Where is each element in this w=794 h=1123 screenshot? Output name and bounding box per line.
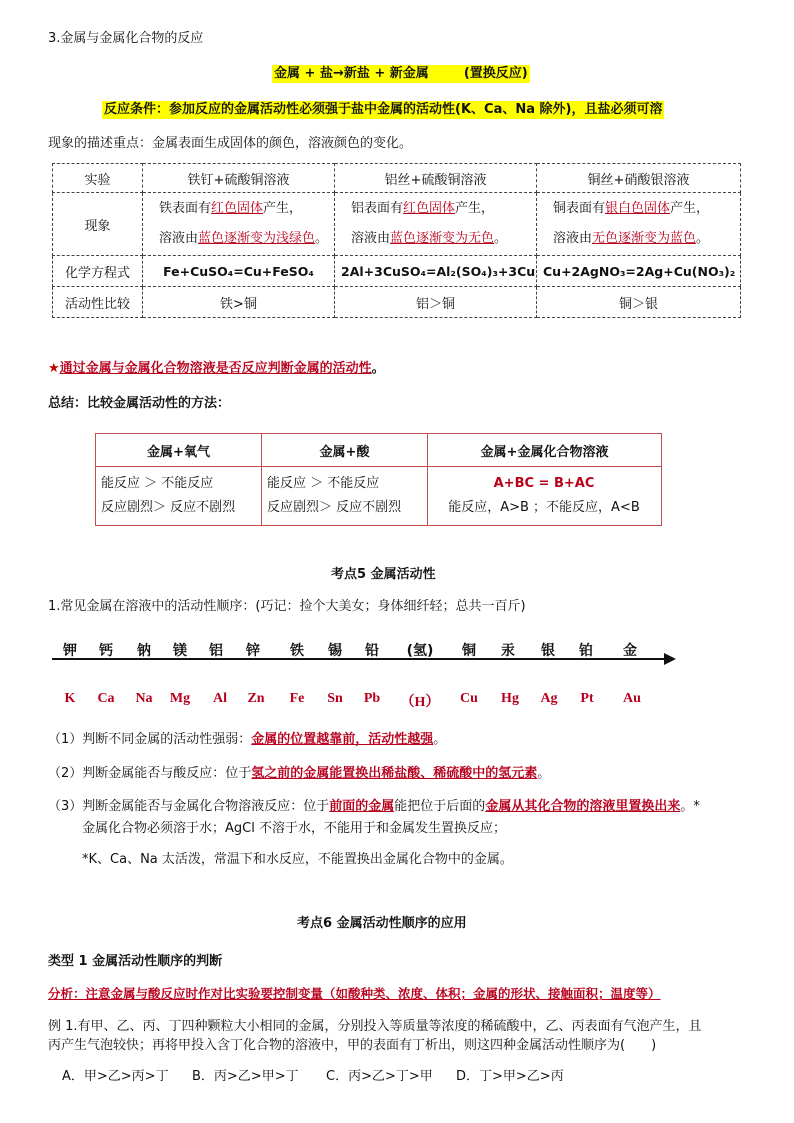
series-cn-item: 锌 — [246, 643, 260, 659]
summary-header-oxygen: 金属+氧气 — [96, 434, 262, 467]
series-sym-item: K — [64, 691, 76, 706]
phenomenon-intro: 现象的描述重点：金属表面生成固体的颜色，溶液颜色的变化。 — [48, 136, 413, 151]
header-copper: 铜丝+硝酸银溶液 — [537, 164, 741, 193]
series-cn-item: 铁 — [290, 643, 304, 659]
summary-oxygen-cell: 能反应 ＞ 不能反应 反应剧烈＞ 反应不剧烈 — [96, 467, 262, 526]
series-cn-item: (氢) — [406, 643, 434, 659]
activity-label: 活动性比较 — [53, 287, 143, 318]
series-symbol-row — [0, 691, 794, 711]
star-note-text: 通过金属与金属化合物溶液是否反应判断金属的活动性 — [59, 361, 372, 376]
equation-row — [53, 256, 741, 287]
series-sym-item: Ca — [97, 691, 115, 706]
phenomenon-aluminum: 铝表面有红色固体产生， 溶液由蓝色逐渐变为无色。 — [335, 193, 537, 256]
phenomenon-iron: 铁表面有红色固体产生， 溶液由蓝色逐渐变为浅绿色。 — [143, 193, 335, 256]
series-cn-item: 金 — [623, 643, 637, 659]
series-cn-item: 锡 — [328, 643, 342, 659]
summary-salt-cell: A+BC = B+AC 能反应，A>B ；不能反应，A<B — [428, 467, 662, 526]
summary-header-row — [96, 434, 662, 467]
series-sym-item: Pb — [363, 691, 381, 706]
activity-copper: 铜＞银 — [537, 287, 741, 318]
series-cn-item: 铅 — [365, 643, 379, 659]
equation-label: 化学方程式 — [53, 256, 143, 287]
equation-copper: Cu+2AgNO₃=2Ag+Cu(NO₃)₂ — [537, 256, 741, 287]
series-cn-item: 汞 — [501, 643, 515, 659]
series-sym-item: （H） — [400, 695, 440, 710]
kaodian5-heading: 考点5 金属活动性 — [331, 567, 436, 582]
point-3-line2: 金属化合物必须溶于水；AgCl 不溶于水，不能用于和金属发生置换反应； — [82, 821, 506, 836]
series-cn-item: 银 — [541, 643, 555, 659]
series-cn-item: 铜 — [462, 643, 476, 659]
series-sym-item: Sn — [327, 691, 343, 706]
activity-iron: 铁>铜 — [143, 287, 335, 318]
option-b: B．丙>乙>甲>丁 — [192, 1069, 299, 1084]
equation-iron: Fe+CuSO₄=Cu+FeSO₄ — [143, 256, 335, 287]
series-sym-item: Au — [623, 691, 641, 706]
summary-body-row — [96, 467, 662, 526]
point-2: （2）判断金属能否与酸反应：位于氢之前的金属能置换出稀盐酸、稀硫酸中的氢元素。 — [48, 766, 551, 781]
equation-aluminum: 2Al+3CuSO₄=Al₂(SO₄)₃+3Cu — [335, 256, 537, 287]
point-3: （3）判断金属能否与金属化合物溶液反应：位于前面的金属能把位于后面的金属从其化合物的溶液里置换出来。* — [48, 799, 700, 814]
option-a: A．甲>乙>丙>丁 — [62, 1069, 169, 1084]
summary-table — [95, 433, 662, 526]
star-note-end: 。 — [371, 361, 385, 376]
series-sym-item: Fe — [289, 691, 305, 706]
series-sym-item: Zn — [247, 691, 265, 706]
series-cn-item: 钙 — [99, 643, 113, 659]
series-chinese-row — [0, 640, 794, 660]
series-sym-item: Pt — [580, 691, 594, 706]
series-sym-item: Na — [135, 691, 153, 706]
phenomenon-copper: 铜表面有银白色固体产生， 溶液由无色逐渐变为蓝色。 — [537, 193, 741, 256]
experiment-header-row — [53, 164, 741, 193]
activity-row — [53, 287, 741, 318]
series-cn-item: 铝 — [209, 643, 223, 659]
example-line-1: 例 1.有甲、乙、丙、丁四种颗粒大小相同的金属，分别投入等质量等浓度的稀硫酸中，乙、丙表面有气泡产生，且 — [48, 1019, 702, 1034]
header-experiment: 实验 — [53, 164, 143, 193]
condition-text: 参加反应的金属活动性必须强于盐中金属的活动性(K、Ca、Na 除外)，且盐必须可溶 — [169, 102, 663, 117]
series-sym-item: Al — [213, 691, 227, 706]
type1-heading: 类型 1 金属活动性顺序的判断 — [48, 954, 223, 969]
summary-acid-cell: 能反应 ＞ 不能反应 反应剧烈＞ 反应不剧烈 — [262, 467, 428, 526]
condition-banner — [102, 101, 664, 119]
phenomenon-row — [53, 193, 741, 256]
series-sym-item: Cu — [460, 691, 478, 706]
point-1: （1）判断不同金属的活动性强弱：金属的位置越靠前，活动性越强。 — [48, 732, 447, 747]
option-c: C．丙>乙>丁>甲 — [326, 1069, 433, 1084]
series-cn-item: 镁 — [173, 643, 187, 659]
header-aluminum: 铝丝+硫酸铜溶液 — [335, 164, 537, 193]
example-line-2: 丙产生气泡较快；再将甲投入含丁化合物的溶液中，甲的表面有丁析出，则这四种金属活动性顺序为( ) — [48, 1038, 657, 1053]
series-sym-item: Hg — [501, 691, 519, 706]
formula-banner — [272, 65, 530, 83]
experiment-table — [52, 163, 741, 318]
activity-aluminum: 铝＞铜 — [335, 287, 537, 318]
formula-label: (置换反应) — [463, 66, 528, 81]
series-cn-item: 钾 — [63, 643, 77, 659]
point-3-line3: *K、Ca、Na 太活泼，常温下和水反应，不能置换出金属化合物中的金属。 — [82, 852, 513, 867]
analysis-note: 分析：注意金属与酸反应时作对比实验要控制变量（如酸种类、浓度、体积；金属的形状、接触面积；温度等） — [48, 986, 661, 1001]
series-intro: 1.常见金属在溶液中的活动性顺序：(巧记：捡个大美女；身体细纤轻；总共一百斤) — [48, 599, 526, 614]
phenomenon-label: 现象 — [53, 193, 143, 256]
option-d: D．丁>甲>乙>丙 — [456, 1069, 564, 1084]
formula-text: 金属 + 盐→新盐 + 新金属 — [274, 66, 429, 81]
series-cn-item: 铂 — [579, 643, 593, 659]
header-iron: 铁钉+硫酸铜溶液 — [143, 164, 335, 193]
series-sym-item: Mg — [169, 691, 191, 706]
star-icon: ★ — [48, 361, 60, 376]
summary-header-acid: 金属+酸 — [262, 434, 428, 467]
star-note — [48, 360, 385, 378]
section-title: 3.金属与金属化合物的反应 — [48, 31, 204, 46]
summary-title: 总结：比较金属活动性的方法： — [48, 396, 231, 411]
kaodian6-heading: 考点6 金属活动性顺序的应用 — [297, 916, 467, 931]
condition-prefix: 反应条件： — [104, 102, 170, 117]
series-sym-item: Ag — [540, 691, 558, 706]
summary-header-salt: 金属+金属化合物溶液 — [428, 434, 662, 467]
series-cn-item: 钠 — [137, 643, 151, 659]
